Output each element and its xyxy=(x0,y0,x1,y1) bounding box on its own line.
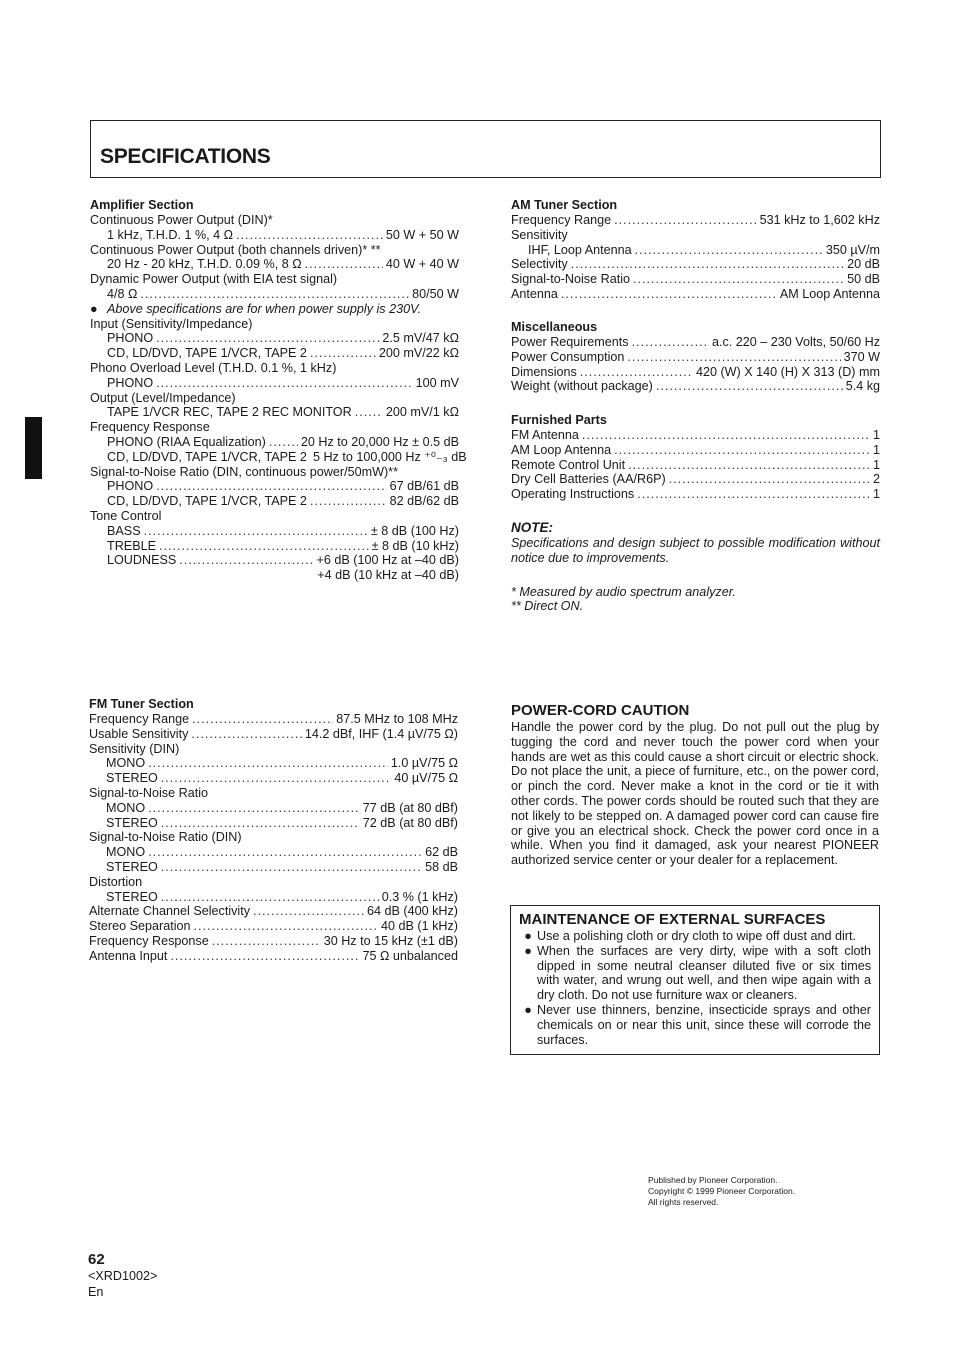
spec-value: 40 W + 40 W xyxy=(385,257,459,272)
spec-row xyxy=(90,287,459,302)
spec-row xyxy=(90,331,459,346)
spec-row xyxy=(90,405,459,420)
spec-value: 1 xyxy=(872,442,880,457)
spec-label: Frequency Range xyxy=(511,213,612,227)
spec-value: 20 Hz to 20,000 Hz ± 0.5 dB xyxy=(300,434,459,449)
spec-label: AM Loop Antenna xyxy=(511,442,612,457)
spec-label: LOUDNESS xyxy=(107,553,177,568)
publisher-line: Published by Pioneer Corporation. xyxy=(648,1175,778,1185)
note-heading: NOTE: xyxy=(511,520,553,535)
side-tab-marker xyxy=(25,417,42,479)
spec-value: ± 8 dB (100 Hz) xyxy=(370,523,459,538)
spec-label: CD, LD/DVD, TAPE 1/VCR, TAPE 2 xyxy=(107,346,307,361)
spec-value: 67 dB/61 dB xyxy=(389,479,459,494)
spec-text: Distortion xyxy=(89,874,143,889)
spec-label: Operating Instructions xyxy=(511,487,635,502)
spec-row xyxy=(89,919,458,934)
spec-text: Sensitivity (DIN) xyxy=(89,741,180,756)
spec-row xyxy=(89,860,458,875)
spec-value: 5.4 kg xyxy=(845,379,880,394)
spec-row xyxy=(511,350,880,365)
spec-label: Selectivity xyxy=(511,257,568,272)
spec-label: 4/8 Ω xyxy=(107,286,138,301)
spec-row xyxy=(90,479,459,494)
spec-value: 50 dB xyxy=(847,272,880,287)
footnote: ** Direct ON. xyxy=(511,599,584,614)
note-section xyxy=(511,519,880,614)
spec-row xyxy=(89,712,458,727)
spec-label: Stereo Separation xyxy=(89,919,191,934)
spec-row xyxy=(511,272,880,287)
spec-label: Frequency Response xyxy=(89,933,209,948)
spec-value: 420 (W) X 140 (H) X 313 (D) mm xyxy=(695,364,880,379)
section-heading: Miscellaneous xyxy=(511,320,598,334)
spec-text: Output (Level/Impedance) xyxy=(90,390,236,405)
spec-value: 531 kHz to 1,602 kHz xyxy=(759,213,880,227)
footnote: * Measured by audio spectrum analyzer. xyxy=(511,584,736,599)
spec-text: Frequency Response xyxy=(90,420,210,435)
spec-row xyxy=(511,458,880,473)
spec-row xyxy=(511,365,880,380)
power-cord-caution-section xyxy=(511,702,879,868)
section-heading: Furnished Parts xyxy=(511,413,607,427)
spec-label: PHONO (RIAA Equalization) xyxy=(107,434,266,449)
spec-label: PHONO xyxy=(107,375,154,390)
spec-label: BASS xyxy=(107,523,141,538)
spec-label: Power Consumption xyxy=(511,349,625,364)
spec-value: 350 µV/m xyxy=(825,242,880,257)
title-box xyxy=(90,120,881,178)
spec-label: MONO xyxy=(106,800,146,815)
spec-text: Phono Overload Level (T.H.D. 0.1 %, 1 kHz) xyxy=(90,360,337,375)
spec-row xyxy=(90,376,459,391)
spec-text: Signal-to-Noise Ratio (DIN, continuous power/50mW)** xyxy=(90,464,398,479)
spec-value: 1 xyxy=(872,428,880,442)
spec-label: 1 kHz, T.H.D. 1 %, 4 Ω xyxy=(107,227,234,242)
spec-label: PHONO xyxy=(107,331,154,346)
bullet-item xyxy=(519,944,871,1003)
amplifier-section xyxy=(90,198,467,583)
maintenance-box xyxy=(510,905,880,1055)
spec-row xyxy=(90,539,459,554)
page-title: SPECIFICATIONS xyxy=(100,145,271,168)
caution-text: Handle the power cord by the plug. Do not pull out the plug by tugging the cord and never touch the power cord when your hands are wet as this could cause a short circuit or electric shock. Do not place the unit, a piece of furniture, etc., on the power cord, or pinch the cord. Never make a knot in the cord or tie it with other cords. The power cords should be routed such that they are not likely to be stepped on. A damaged power cord can cause fire or give you an electrical shock. Check the power cord once in a while. When you find it damaged, ask your nearest PIONEER authorized service center or your dealer for a replacement. xyxy=(511,720,879,868)
bullet-item xyxy=(519,1003,871,1047)
spec-row xyxy=(511,379,880,394)
spec-value: 0.3 % (1 kHz) xyxy=(381,889,458,904)
spec-row xyxy=(90,449,467,465)
spec-label: STEREO xyxy=(106,889,158,904)
spec-label: STEREO xyxy=(106,771,158,786)
section-heading: AM Tuner Section xyxy=(511,198,618,212)
spec-row xyxy=(90,257,459,272)
spec-value: 40 dB (1 kHz) xyxy=(381,919,458,934)
spec-row xyxy=(511,287,880,302)
rights-line: All rights reserved. xyxy=(648,1197,719,1207)
am-tuner-section xyxy=(511,198,880,302)
bullet-item xyxy=(519,929,871,944)
spec-text: Tone Control xyxy=(90,508,162,523)
spec-value: 50 W + 50 W xyxy=(385,227,459,242)
section-heading: MAINTENANCE OF EXTERNAL SURFACES xyxy=(519,911,826,928)
bullet-text: When the surfaces are very dirty, wipe with a soft cloth dipped in some neutral cleanser diluted five or six times with water, and wrung out well, and then wipe again with a dry cloth. Do not use furniture wax or cleaners. xyxy=(537,943,871,1003)
spec-row xyxy=(90,524,459,539)
spec-label: CD, LD/DVD, TAPE 1/VCR, TAPE 2 xyxy=(107,494,307,509)
section-heading: FM Tuner Section xyxy=(89,697,194,711)
spec-value: 1 xyxy=(872,487,880,502)
spec-label: 20 Hz - 20 kHz, T.H.D. 0.09 %, 8 Ω xyxy=(107,257,302,272)
spec-row xyxy=(89,934,458,949)
spec-row xyxy=(89,890,458,905)
spec-value: 40 µV/75 Ω xyxy=(394,771,458,786)
spec-row xyxy=(89,845,458,860)
spec-value: 77 dB (at 80 dBf) xyxy=(362,800,458,815)
spec-text: Continuous Power Output (DIN)* xyxy=(90,213,273,227)
spec-value: 82 dB/62 dB xyxy=(389,494,459,509)
spec-label: IHF, Loop Antenna xyxy=(528,242,632,257)
spec-row xyxy=(89,727,458,742)
spec-label: Dry Cell Batteries (AA/R6P) xyxy=(511,472,666,487)
spec-row xyxy=(511,243,880,258)
spec-label: Usable Sensitivity xyxy=(89,726,189,741)
spec-row xyxy=(89,904,458,919)
bullet-text: Never use thinners, benzine, insecticide sprays and other chemicals on or near this unit, since these will corrode the surfaces. xyxy=(537,1002,871,1047)
furnished-parts-section xyxy=(511,413,880,502)
page-number: 62 xyxy=(88,1251,105,1268)
spec-row xyxy=(89,801,458,816)
spec-value: 80/50 W xyxy=(412,286,459,301)
copyright-line: Copyright © 1999 Pioneer Corporation. xyxy=(648,1186,796,1196)
spec-row xyxy=(90,346,459,361)
spec-text: Dynamic Power Output (with EIA test signal) xyxy=(90,272,338,287)
section-heading: Amplifier Section xyxy=(90,198,194,212)
spec-value: a.c. 220 – 230 Volts, 50/60 Hz xyxy=(711,335,880,349)
spec-label: TAPE 1/VCR REC, TAPE 2 REC MONITOR xyxy=(107,405,352,420)
spec-row xyxy=(90,228,459,243)
spec-label: Antenna xyxy=(511,286,558,301)
spec-label: TREBLE xyxy=(107,538,156,553)
spec-text: Signal-to-Noise Ratio xyxy=(89,785,208,800)
spec-label: Dimensions xyxy=(511,364,577,379)
note-text: Specifications and design subject to possible modification without notice due to improvements. xyxy=(511,536,880,565)
spec-row xyxy=(511,213,880,228)
spec-value: 1 xyxy=(872,457,880,472)
spec-value: 72 dB (at 80 dBf) xyxy=(362,815,458,830)
spec-value: +6 dB (100 Hz at –40 dB) xyxy=(316,553,459,568)
bullet-icon: ● xyxy=(524,929,532,943)
spec-row xyxy=(89,756,458,771)
spec-row xyxy=(511,443,880,458)
spec-label: Remote Control Unit xyxy=(511,457,626,472)
spec-value: AM Loop Antenna xyxy=(779,286,880,301)
spec-label: PHONO xyxy=(107,479,154,494)
spec-value: 14.2 dBf, IHF (1.4 µV/75 Ω) xyxy=(304,726,458,741)
spec-row xyxy=(511,257,880,272)
spec-row xyxy=(89,949,458,964)
spec-label: CD, LD/DVD, TAPE 1/VCR, TAPE 2 xyxy=(107,449,307,464)
spec-text: Input (Sensitivity/Impedance) xyxy=(90,316,253,331)
publisher-info xyxy=(648,1175,795,1208)
spec-value: 2.5 mV/47 kΩ xyxy=(382,331,459,346)
language-code: En xyxy=(88,1285,104,1299)
spec-label: Frequency Range xyxy=(89,712,190,726)
spec-value: ± 8 dB (10 kHz) xyxy=(371,538,459,553)
spec-value: 58 dB xyxy=(425,859,458,874)
spec-label: STEREO xyxy=(106,815,158,830)
fm-tuner-section xyxy=(89,697,458,964)
spec-value: 20 dB xyxy=(847,257,880,272)
spec-label: Alternate Channel Selectivity xyxy=(89,904,251,919)
bullet-icon: ● xyxy=(524,943,532,958)
spec-label: STEREO xyxy=(106,859,158,874)
spec-value: 30 Hz to 15 kHz (±1 dB) xyxy=(323,933,458,948)
section-heading: POWER-CORD CAUTION xyxy=(511,702,690,719)
spec-value: 100 mV xyxy=(415,375,459,390)
bullet-text: Use a polishing cloth or dry cloth to wipe off dust and dirt. xyxy=(537,929,856,943)
spec-text: Signal-to-Noise Ratio (DIN) xyxy=(89,830,242,845)
spec-value: 5 Hz to 100,000 Hz ⁺⁰₋₃ dB xyxy=(312,449,467,464)
spec-text: +4 dB (10 kHz at –40 dB) xyxy=(317,568,459,583)
spec-label: MONO xyxy=(106,845,146,860)
spec-row xyxy=(511,487,880,502)
spec-text: Continuous Power Output (both channels driven)* ** xyxy=(90,242,381,257)
spec-label: Antenna Input xyxy=(89,948,168,963)
spec-row xyxy=(89,816,458,831)
spec-value: 75 Ω unbalanced xyxy=(362,948,458,963)
miscellaneous-section xyxy=(511,320,880,394)
spec-value: 370 W xyxy=(843,349,880,364)
spec-label: MONO xyxy=(106,756,146,771)
spec-value: 200 mV/1 kΩ xyxy=(385,405,459,420)
spec-label: Power Requirements xyxy=(511,335,629,349)
spec-value: 87.5 MHz to 108 MHz xyxy=(336,712,458,726)
spec-text: Sensitivity xyxy=(511,227,568,242)
spec-value: 62 dB xyxy=(425,845,458,860)
spec-row xyxy=(511,335,880,350)
spec-note-text: Above specifications are for when power supply is 230V. xyxy=(107,301,422,316)
spec-row xyxy=(90,494,459,509)
spec-row xyxy=(511,428,880,443)
spec-label: Signal-to-Noise Ratio xyxy=(511,272,630,287)
spec-value: 64 dB (400 kHz) xyxy=(367,904,458,919)
bullet-icon: ● xyxy=(524,1002,532,1017)
spec-row xyxy=(89,771,458,786)
spec-row xyxy=(90,553,459,568)
spec-row xyxy=(90,435,459,450)
spec-bullet-note: ● Above specifications are for when power supply is 230V. xyxy=(90,301,422,316)
spec-label: Weight (without package) xyxy=(511,379,653,394)
spec-row xyxy=(511,472,880,487)
spec-value: 200 mV/22 kΩ xyxy=(378,346,459,361)
spec-label: FM Antenna xyxy=(511,428,579,442)
spec-value: 2 xyxy=(872,472,880,487)
model-code: <XRD1002> xyxy=(88,1269,158,1283)
spec-value: 1.0 µV/75 Ω xyxy=(390,756,458,771)
page-footer xyxy=(88,1252,157,1300)
